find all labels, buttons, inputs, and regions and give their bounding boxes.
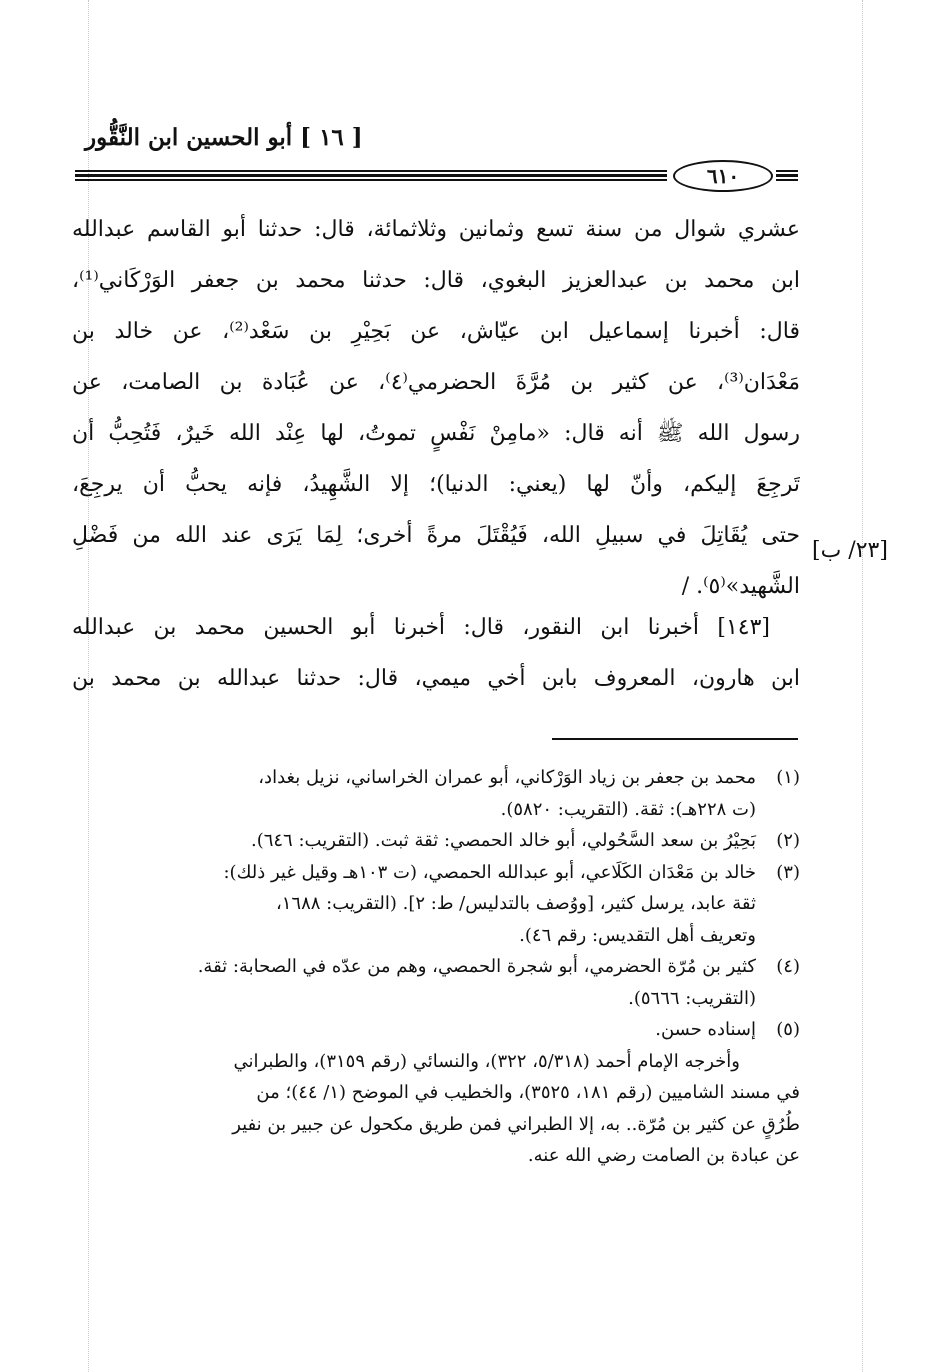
- footnote-line: في مسند الشاميين (رقم ١٨١، ٣٥٢٥)، والخطيب في الموضح (١/ ٤٤)؛ من: [256, 1082, 800, 1103]
- footnote-number: (٤): [776, 956, 800, 977]
- footnote: [60, 1014, 800, 1046]
- text-line: تَرجِعَ إليكم، وأنّ لها (يعني: الدنيا)؛ إلا الشَّهِيدُ، فإنه يحبُّ أن يرجِعَ،: [72, 472, 800, 497]
- footnote-number: (٥): [776, 1019, 800, 1040]
- header-rule: [776, 170, 798, 182]
- footnote-line: (التقريب: ٥٦٦٦).: [628, 987, 756, 1009]
- footnote: [60, 825, 800, 857]
- footnote: [60, 951, 800, 1014]
- text-line: قال: أخبرنا إسماعيل ابن عيّاش، عن بَحِيْرِ بن سَعْد⁽²⁾، عن خالد بن: [72, 319, 800, 344]
- footnote-line: خالد بن مَعْدَان الكَلَاعي، أبو عبدالله الحمصي، (ت ١٠٣هـ وقيل غير ذلك):: [223, 861, 756, 883]
- text-line: رسول الله ﷺ أنه قال: «مامِنْ نَفْسٍ تموتُ، لها عِنْد الله خَيرٌ، فَتُحِبُّ أن: [72, 421, 800, 446]
- footnote-number: (١): [776, 767, 800, 788]
- text-line: مَعْدَان⁽³⁾، عن كثير بن مُرَّةَ الحضرمي⁽٤⁾، عن عُبَادة بن الصامت، عن: [72, 370, 800, 395]
- text-line: الشَّهيد»⁽٥⁾. /: [681, 574, 800, 599]
- footnote-line: إسناده حسن.: [655, 1019, 756, 1040]
- footnote-number: (٣): [776, 861, 800, 883]
- footnote: [60, 857, 800, 952]
- footnote-line: وأخرجه الإمام أحمد (٥/٣١٨، ٣٢٢)، والنسائي (رقم ٣١٥٩)، والطبراني: [233, 1050, 740, 1072]
- text-line: عشري شوال من سنة تسع وثمانين وثلاثمائة، قال: حدثنا أبو القاسم عبدالله: [72, 217, 800, 242]
- footnote-line: وتعريف أهل التقديس: رقم ٤٦).: [519, 924, 756, 946]
- footnote-continuation: [60, 1046, 800, 1172]
- footnotes: [60, 762, 800, 1172]
- header-rule: [75, 170, 667, 182]
- footnote-line: بَحِيْرُ بن سعد السَّحُولي، أبو خالد الحمصي: ثقة ثبت. (التقريب: ٦٤٦).: [250, 830, 756, 851]
- text-line: ابن محمد بن عبدالعزيز البغوي، قال: حدثنا محمد بن جعفر الوَرْكَاني⁽¹⁾،: [72, 268, 800, 293]
- running-header-title: [ ١٦ ] أبو الحسين ابن النَّقُّور: [85, 124, 363, 151]
- footnote-line: ثقة عابد، يرسل كثير، [ووُصف بالتدليس/ ط: ٢]. (التقريب: ١٦٨٨،: [275, 893, 756, 914]
- manuscript-folio-reference: [٢٣/ ب]: [812, 538, 888, 563]
- text-line: [١٤٣] أخبرنا ابن النقور، قال: أخبرنا أبو الحسين محمد بن عبدالله: [72, 615, 770, 640]
- footnote-line: عن عبادة بن الصامت رضي الله عنه.: [527, 1145, 800, 1166]
- footnote-separator: [552, 738, 798, 740]
- footnote-line: كثير بن مُرّة الحضرمي، أبو شجرة الحمصي، وهم من عدّه في الصحابة: ثقة.: [197, 956, 756, 977]
- footnote-line: محمد بن جعفر بن زياد الوَرْكاني، أبو عمران الخراساني، نزيل بغداد،: [258, 767, 756, 788]
- second-paragraph: [72, 602, 800, 704]
- footnote-line: طُرُقٍ عن كثير بن مُرّة.. به، إلا الطبراني فمن طريق مكحول عن جبير بن نفير: [232, 1113, 800, 1135]
- footnote-number: (٢): [776, 830, 800, 851]
- footnote: [60, 762, 800, 825]
- text-line: حتى يُقَاتِلَ في سبيلِ الله، فَيُقْتَلَ مرةً أخرى؛ لِمَا يَرَى عند الله من فَضْلِ: [72, 523, 800, 548]
- text-line: ابن هارون، المعروف بابن أخي ميمي، قال: حدثنا عبدالله بن محمد بن: [72, 666, 800, 691]
- page-number: ٦١٠: [673, 160, 773, 192]
- footnote-line: (ت ٢٢٨هـ): ثقة. (التقريب: ٥٨٢٠).: [500, 798, 756, 820]
- scan-guide-line: [862, 0, 863, 1372]
- main-paragraph: [72, 204, 800, 612]
